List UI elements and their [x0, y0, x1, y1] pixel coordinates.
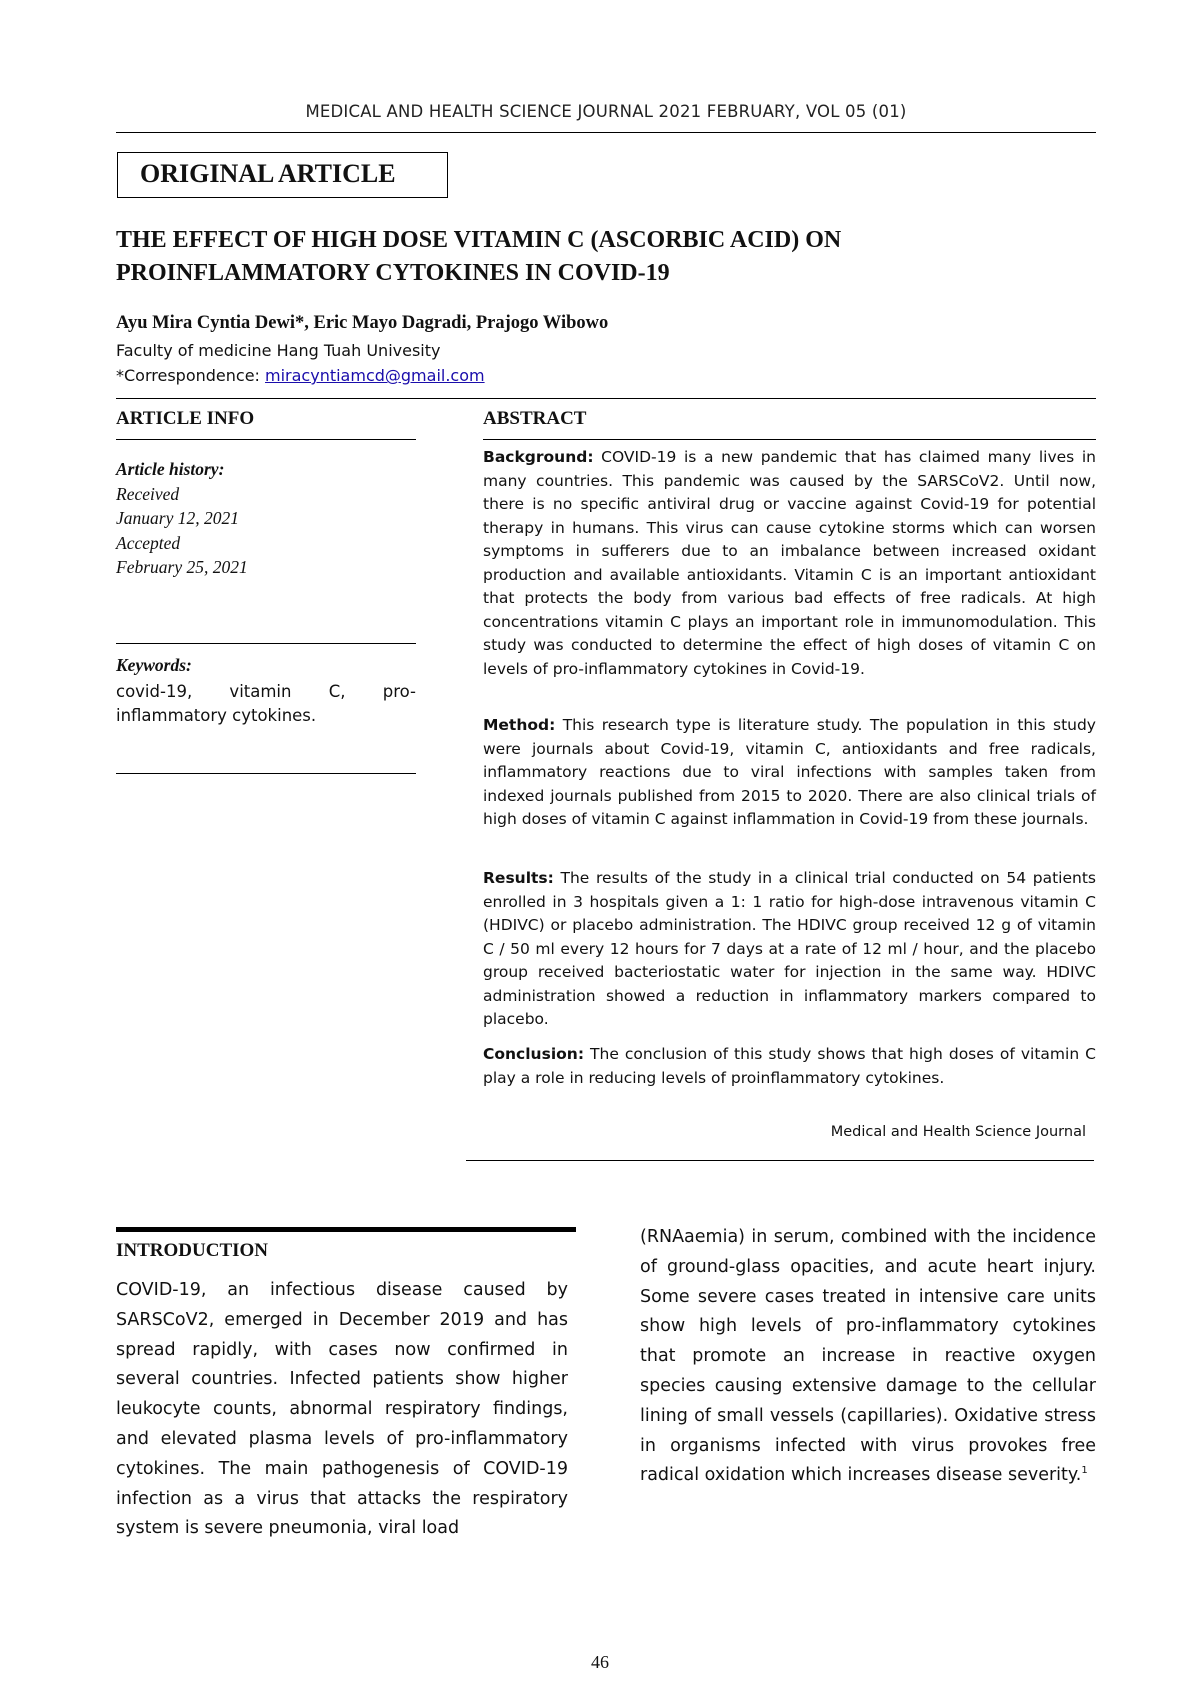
- section-divider: [116, 398, 1096, 399]
- correspondence-line: [116, 366, 485, 385]
- received-label: Received: [116, 483, 180, 504]
- results-text: The results of the study in a clinical trial conducted on 54 patients enrolled in 3 hospitals given a 1: 1 ratio for high-dose intravenous vitamin C (HDIVC) or placebo administration. The HDIVC group received 12 g of vitamin C / 50 ml every 12 hours for 7 days at a rate of 12 ml / hour, and the placebo group received bacteriostatic water for injection in the same way. HDIVC administration showed a reduction in inflammatory markers compared to placebo.: [483, 869, 1096, 1028]
- article-info-divider: [116, 439, 416, 440]
- article-info-heading: ARTICLE INFO: [116, 408, 255, 429]
- results-label: Results:: [483, 869, 554, 887]
- article-info-bottom-divider: [116, 773, 416, 774]
- page-number: 46: [591, 1652, 609, 1672]
- header-divider: [116, 132, 1096, 133]
- article-type-label: ORIGINAL ARTICLE: [117, 152, 448, 198]
- keywords-divider: [116, 643, 416, 644]
- introduction-right-column: [640, 1223, 1096, 1491]
- method-text: This research type is literature study. The population in this study were journals about Covid-19, vitamin C, antioxidants and free radicals, inflammatory reactions due to viral infections with samples taken from indexed journals published from 2015 to 2020. There are also clinical trials of high doses of vitamin C against inflammation in Covid-19 from these journals.: [483, 716, 1096, 828]
- background-label: Background:: [483, 448, 594, 466]
- abstract-heading: ABSTRACT: [483, 408, 587, 429]
- history-label: Article history:: [116, 459, 225, 479]
- journal-credit: Medical and Health Science Journal: [830, 1124, 1086, 1140]
- accepted-label: Accepted: [116, 532, 181, 553]
- introduction-heading: INTRODUCTION: [116, 1240, 269, 1261]
- abstract-conclusion: [483, 1043, 1096, 1090]
- article-history: [116, 457, 248, 580]
- received-date: January 12, 2021: [116, 508, 239, 528]
- correspondence-label: *Correspondence:: [116, 366, 266, 385]
- background-text: COVID-19 is a new pandemic that has claimed many lives in many countries. This pandemic was caused by the SARSCoV2. Until now, there is no specific antiviral drug or vaccine against Covid-19 for potential therapy in humans. This virus can cause cytokine storms which can worsen symptoms in sufferers due to an imbalance between increased oxidant production and available antioxidants. Vitamin C is an important antioxidant that protects the body from various bad effects of free radicals. At high concentrations vitamin C plays an important role in immunomodulation. This study was conducted to determine the effect of high doses of vitamin C on levels of pro-inflammatory cytokines in Covid-19.: [483, 448, 1096, 678]
- citation-marker: 1: [1081, 1465, 1088, 1477]
- introduction-right-text: (RNAaemia) in serum, combined with the incidence of ground-glass opacities, and acute heart injury. Some severe cases treated in intensive care units show high levels of pro-inflammatory cytokines that promote an increase in reactive oxygen species causing extensive damage to the cellular lining of small vessels (capillaries). Oxidative stress in organisms infected with virus provokes free radical oxidation which increases disease severity.: [640, 1227, 1096, 1486]
- method-label: Method:: [483, 716, 556, 734]
- abstract-divider: [483, 439, 1096, 440]
- introduction-left-column: COVID-19, an infectious disease caused by SARSCoV2, emerged in December 2019 and has spread rapidly, with cases now confirmed in several countries. Infected patients show higher leukocyte counts, abnormal respiratory findings, and elevated plasma levels of pro-inflammatory cytokines. The main pathogenesis of COVID-19 infection as a virus that attacks the respiratory system is severe pneumonia, viral load: [116, 1280, 568, 1539]
- abstract-background: [483, 446, 1096, 681]
- author-list: Ayu Mira Cyntia Dewi*, Eric Mayo Dagradi, Prajogo Wibowo: [116, 313, 609, 333]
- abstract-bottom-divider: [466, 1160, 1094, 1161]
- article-title: THE EFFECT OF HIGH DOSE VITAMIN C (ASCORBIC ACID) ON PROINFLAMMATORY CYTOKINES IN COVID-19: [116, 227, 842, 286]
- keywords-text: covid-19, vitamin C, pro-inflammatory cytokines.: [116, 682, 416, 725]
- introduction-thick-rule: [116, 1227, 576, 1232]
- abstract-results: [483, 867, 1096, 1032]
- correspondence-email-link[interactable]: miracyntiamcd@gmail.com: [265, 366, 485, 385]
- conclusion-text: The conclusion of this study shows that high doses of vitamin C play a role in reducing levels of proinflammatory cytokines.: [483, 1045, 1096, 1087]
- conclusion-label: Conclusion:: [483, 1045, 585, 1063]
- keywords-label: Keywords:: [116, 655, 192, 675]
- running-header: MEDICAL AND HEALTH SCIENCE JOURNAL 2021 FEBRUARY, VOL 05 (01): [305, 102, 907, 121]
- abstract-method: [483, 714, 1096, 832]
- accepted-date: February 25, 2021: [116, 557, 248, 577]
- affiliation: Faculty of medicine Hang Tuah Univesity: [116, 341, 441, 360]
